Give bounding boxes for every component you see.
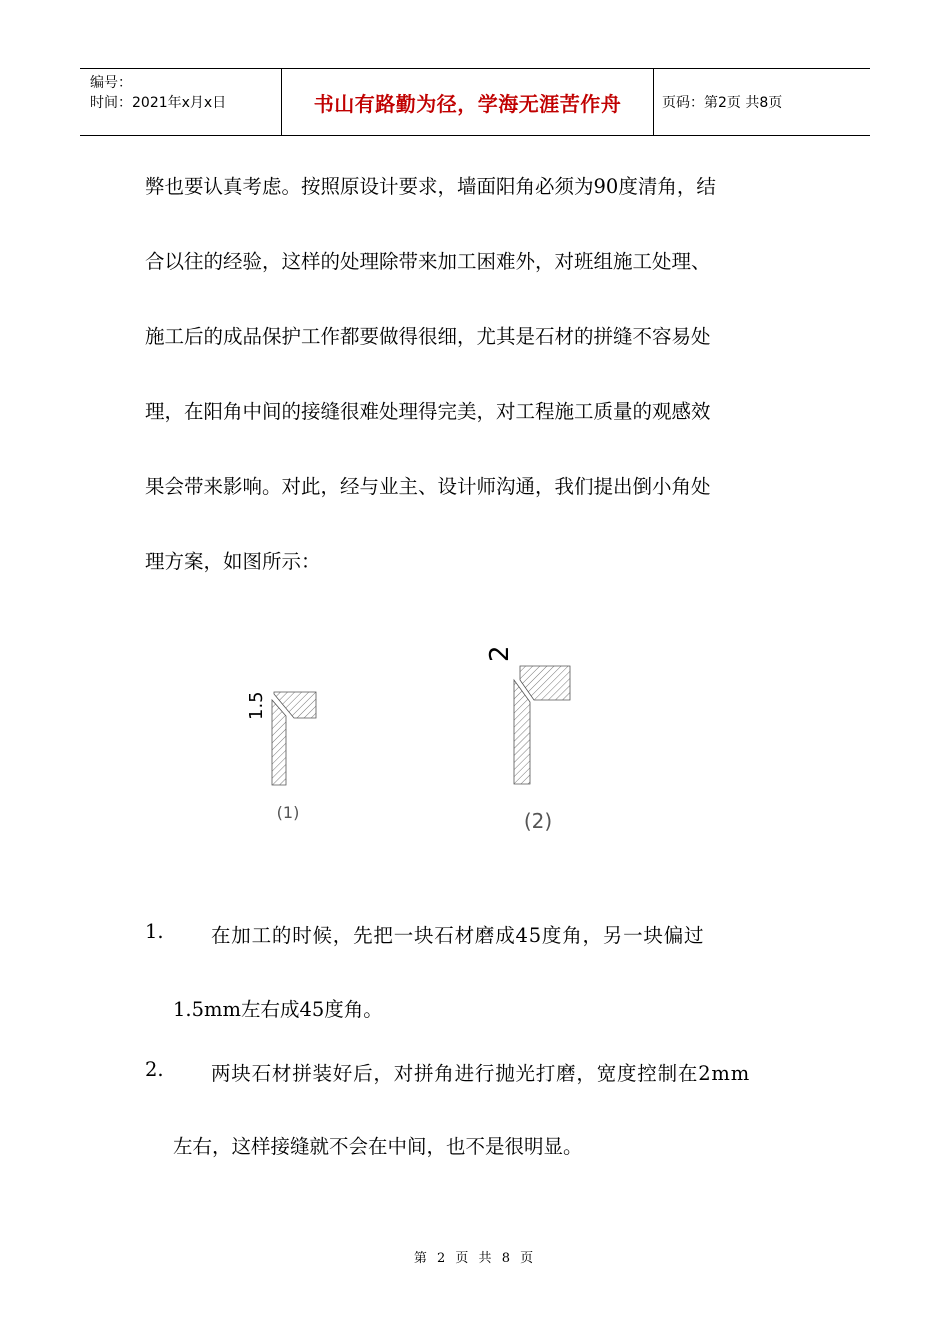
body-line: 施工后的成品保护工作都要做得很细，尤其是石材的拼缝不容易处: [145, 325, 711, 348]
body-line: 合以往的经验，这样的处理除带来加工困难外，对班组施工处理、: [145, 250, 711, 273]
fig1-vertical-stone: [272, 700, 286, 785]
header-page-code: 页码：第2页 共8页: [662, 95, 783, 111]
list-number: 1.: [145, 920, 164, 943]
body-paragraph: [145, 149, 810, 599]
figure-1: [246, 691, 316, 822]
fig2-horizontal-stone: [520, 666, 570, 700]
body-line: 理方案，如图所示：: [145, 550, 321, 573]
page-footer: 第 2 页 共 8 页: [413, 1251, 537, 1266]
fig2-vertical-stone: [514, 680, 530, 784]
body-line: 弊也要认真考虑。按照原设计要求，墙面阳角必须为90度清角，结: [145, 175, 716, 198]
list-line: 在加工的时候，先把一块石材磨成45度角，另一块偏过: [211, 924, 705, 947]
body-line: 果会带来影响。对此，经与业主、设计师沟通，我们提出倒小角处: [145, 475, 711, 498]
fig2-dimension: 2: [485, 645, 515, 662]
fig2-caption: (2): [523, 809, 553, 833]
fig1-dimension: 1.5: [246, 691, 267, 720]
list-line: 左右，这样接缝就不会在中间，也不是很明显。: [173, 1135, 583, 1158]
list-line: 1.5mm左右成45度角。: [173, 998, 383, 1021]
fig1-caption: (1): [276, 803, 300, 822]
serial-label: 编号：: [90, 75, 132, 91]
figure-2: [485, 645, 570, 833]
corner-detail-figure: [230, 622, 590, 842]
list-number: 2.: [145, 1058, 164, 1081]
header-meta: [80, 69, 282, 135]
list-line: 两块石材拼装好后，对拼角进行抛光打磨，宽度控制在2mm: [211, 1062, 750, 1085]
body-line: 理，在阳角中间的接缝很难处理得完美，对工程施工质量的观感效: [145, 400, 711, 423]
time-label: 时间：2021年x月x日: [90, 95, 227, 111]
header-motto: 书山有路勤为径，学海无涯苦作舟: [282, 69, 654, 135]
page-header: [80, 68, 870, 136]
